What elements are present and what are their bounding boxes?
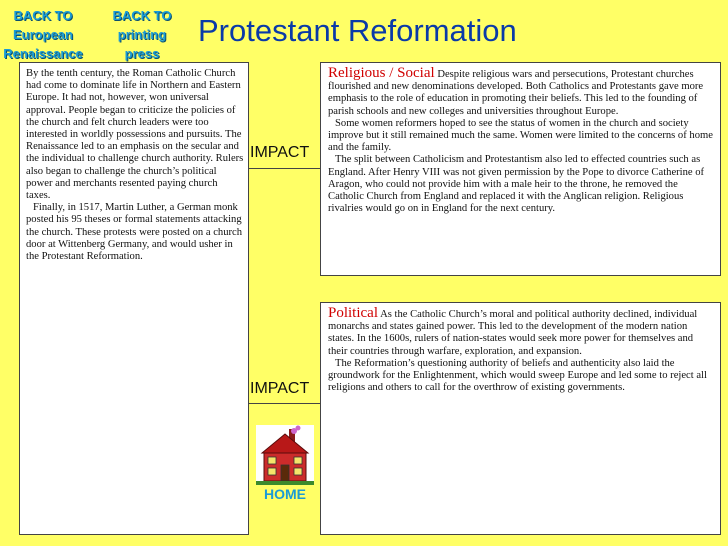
nav-euro-line-3: Renaissance [3, 46, 83, 61]
background-paragraph-1: By the tenth century, the Roman Catholic Church had come to dominate life in Northern and Eastern Europe. It had not, however, won universal approval. People began to criticize the policies of the church and felt church leaders were too interested in worldly possessions and pursuits. The Renaissance led to an emphasis on the secular and the individual to challenge church authority. Rulers also began to challenge the church’s political power and merchants resented paying church taxes. [26, 68, 244, 202]
background-paragraph-2: Finally, in 1517, Martin Luther, a German monk posted his 95 theses or formal statements attacking the church. These protests were posted on a church door at Wittenberg Germany, and would usher in the Protestant Reformation. [26, 202, 243, 263]
nav-press-line-2: printing [117, 27, 167, 42]
political-heading: Political [328, 305, 378, 321]
impact-label-religious: IMPACT [250, 144, 310, 161]
political-text-box [320, 302, 721, 535]
nav-euro-line-2: European [13, 27, 73, 42]
impact-label-political: IMPACT [250, 380, 310, 397]
back-to-printing-press-button[interactable] [102, 6, 182, 63]
religious-paragraph-1 [328, 66, 714, 118]
impact-connector-line [249, 403, 320, 404]
political-paragraph-1 [328, 306, 714, 358]
religious-social-heading: Religious / Social [328, 65, 435, 81]
back-to-european-renaissance-button[interactable] [0, 6, 86, 63]
religious-paragraph-1-text: Despite religious wars and persecutions, Protestant churches flourished and new denominations developed. Both Catholics and Protestants gave more emphasis to the role of education in promoting their beliefs. This led to the founding of parish schools and new colleges and universities throughout Europe. [328, 69, 704, 117]
home-link[interactable]: HOME [264, 486, 306, 502]
background-text-box [19, 62, 249, 535]
nav-press-line-3: press [124, 46, 160, 61]
impact-connector-line [249, 168, 320, 169]
religious-paragraph-2: Some women reformers hoped to see the status of women in the church and society improve but it still remained much the same. Women were limited to the concerns of home and the family. [328, 117, 713, 154]
home-house-icon[interactable] [256, 425, 314, 485]
page-title: Protestant Reformation [198, 13, 517, 48]
religious-social-text-box [320, 62, 721, 276]
political-paragraph-2: The Reformation’s questioning authority of beliefs and authenticity also laid the groundwork for the Enlightenment, which would sweep Europe and led some to reject all religions and others to call for the overthrow of existing governments. [328, 357, 707, 394]
nav-press-line-1: BACK TO [112, 8, 172, 23]
political-paragraph-1-text: As the Catholic Church’s moral and political authority declined, individual monarchs and states gained power. This led to the development of the modern nation states. In the 1600s, rulers of nation-states would seek more power for themselves and their countries through warfare, exploration, and expansion. [328, 309, 698, 357]
nav-euro-line-1: BACK TO [13, 8, 73, 23]
religious-paragraph-3: The split between Catholicism and Protestantism also led to effected countries such as England. After Henry VIII was not given permission by the Pope to divorce Catherine of Aragon, who could not provide him with a male heir to the throne, he removed the Catholic Church from England and replaced it with the Anglican religion. Religious rivalries would go on in England for the next century. [328, 154, 705, 215]
